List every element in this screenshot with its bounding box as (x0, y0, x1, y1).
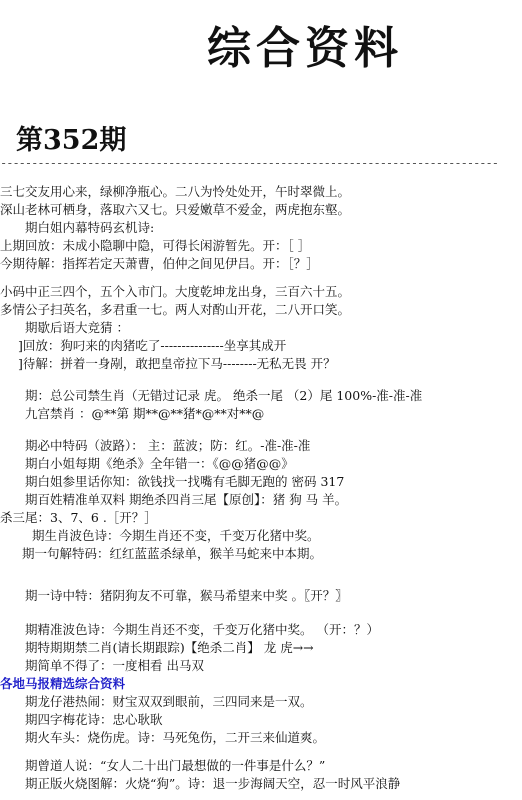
text-line: 期白姐内幕特码玄机诗: (25, 220, 155, 235)
text-line: 杀三尾：3、7、6 .［开？］ (0, 510, 157, 525)
text-line: 多情公子扫英名，多君重一七。两人对酌山开花，二八开口笑。 (0, 302, 351, 317)
text-line: 深山老林可栖身，落取六又七。只爱嫩草不爱金，两虎抱东壑。 (0, 202, 351, 217)
text-line: 期简单不得了：一度相看 出马双 (25, 658, 204, 673)
text-line: 期龙仔港热闹：财宝双双到眼前，三四同来是一双。 (25, 694, 313, 709)
text-line: 上期回放：未成小隐聊中隐，可得长闲游暂先。开：［ ］ (0, 238, 311, 253)
text-line: 期一句解特码：红红蓝蓝杀绿单，猴羊马蛇来中本期。 (22, 546, 323, 561)
text-line: 期生肖波色诗：今期生肖还不变，千变万化猪中奖。 (32, 528, 320, 543)
text-line: 今期待解：指挥若定天萧曹，伯仲之间见伊吕。开：［？］ (0, 256, 319, 271)
text-line: 期特期期禁二肖(请长期跟踪)【绝杀二肖】 龙 虎→→ (25, 640, 314, 655)
text-line: 期曾道人说：“女人二十出门最想做的一件事是什么？” (25, 758, 326, 773)
text-line: 期必中特码（波路）： 主：蓝波；防：红。-准-准-准 (25, 438, 311, 453)
text-line: 期歇后语大竞猜 ： (25, 320, 129, 335)
page-title: 综合资料 (207, 23, 403, 74)
text-line: 小码中正三四个，五个入市门。大度乾坤龙出身，三百六十五。 (0, 284, 351, 299)
text-line: ]待解：拼着一身剐，敢把皇帝拉下马--------无私无畏 开？ (18, 356, 336, 371)
text-line: 期火车头：烧伤虎。诗：马死兔伤，二开三来仙道爽。 (25, 730, 326, 745)
text-line: 期精准波色诗：今期生肖还不变，千变万化猪中奖。 （开：？） (25, 622, 379, 637)
text-line: ]回放：狗叼来的肉猪吃了---------------坐享其成开 (18, 338, 287, 353)
section-heading: 各地马报精选综合资料 (0, 676, 126, 691)
text-line: 期白小姐每期《绝杀》全年错一：《@@猪@@》 (25, 456, 294, 471)
text-line: 期一诗中特：猪阴狗友不可靠，猴马希望来中奖 。〖开？〗 (25, 588, 348, 603)
text-line: 期百姓精准单双料 期绝杀四肖三尾【原创】：猪 狗 马 羊。 (25, 492, 348, 507)
text-line: 期正版火烧图解：火烧“狗”。诗：退一步海阔天空，忍一时风平浪静 (25, 776, 401, 791)
text-line: 期四字梅花诗：忠心耿耿 (25, 712, 163, 727)
text-line: 期：总公司禁生肖（无错过记录 虎。 绝杀一尾 （2）尾 100%-准-准-准 (25, 388, 423, 403)
text-line: 九宫禁肖 ：@**第 期**@**猪*@**对**@ (25, 406, 265, 421)
text-line: 期白姐参里话你知：欲钱找一找嘴有毛脚无跑的 密码 317 (25, 474, 345, 489)
issue-number: 第352期 (16, 125, 127, 156)
divider-rule: -------------------------------------------------------------------------------- (0, 156, 498, 170)
text-line: 三七交友用心来，绿柳净瓶心。二八为怜处处开，午时翠微上。 (0, 184, 351, 199)
